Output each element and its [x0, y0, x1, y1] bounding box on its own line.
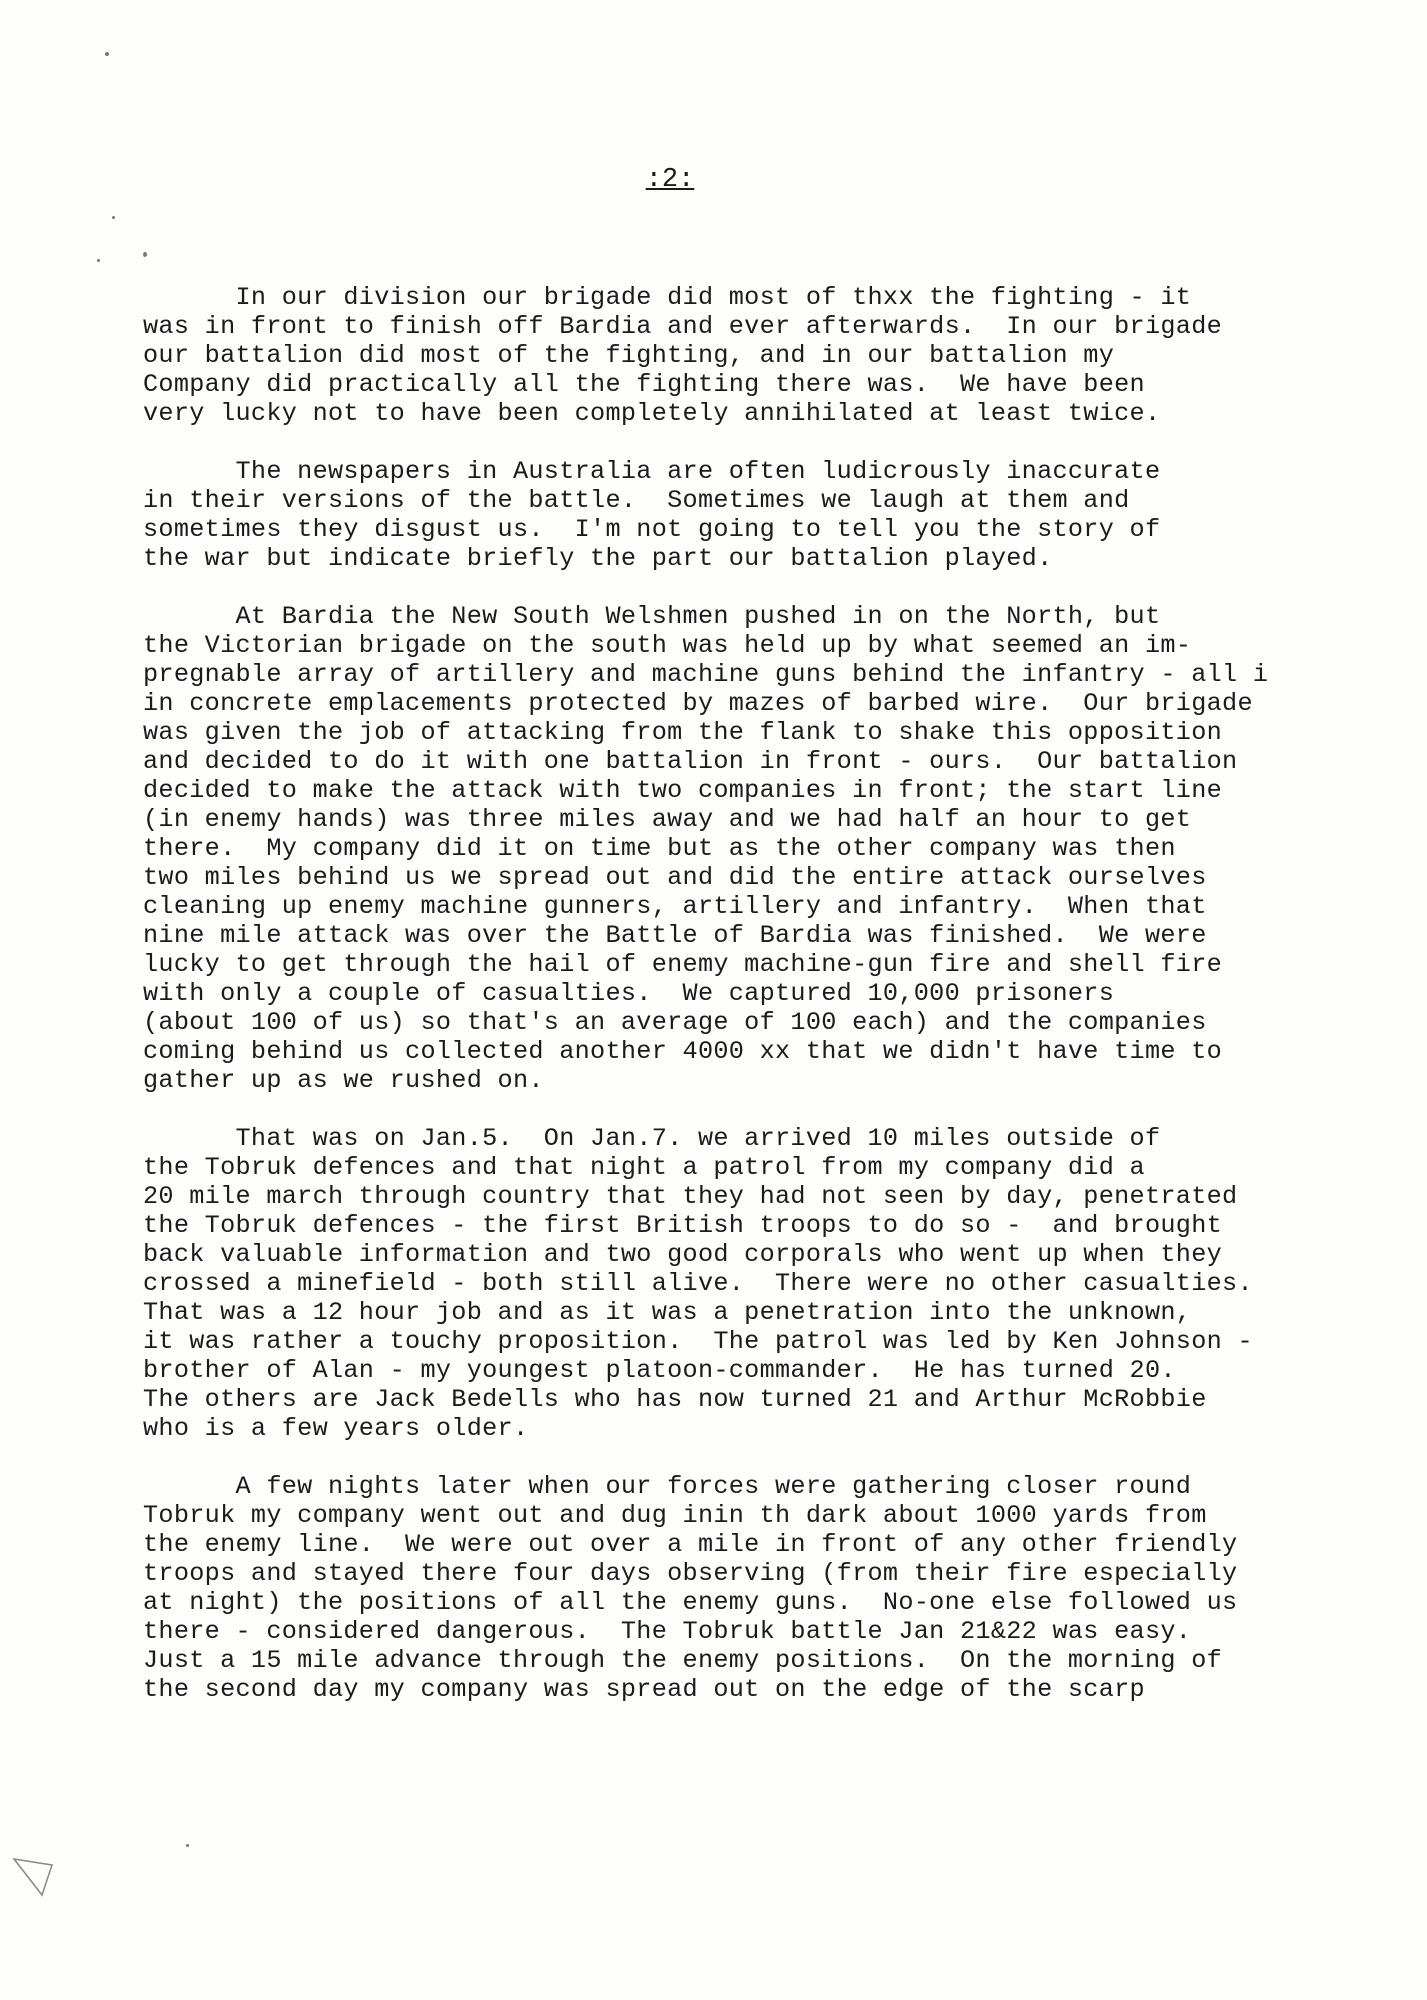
text-line: The others are Jack Bedells who has now turned 21 and Arthur McRobbie	[143, 1385, 1207, 1414]
paper-speck	[112, 216, 115, 219]
text-line: the war but indicate briefly the part our battalion played.	[143, 544, 1053, 573]
paragraph-4	[143, 1124, 1413, 1443]
text-line: there - considered dangerous. The Tobruk battle Jan 21&22 was easy.	[143, 1617, 1192, 1646]
text-line: very lucky not to have been completely annihilated at least twice.	[143, 399, 1161, 428]
text-line: A few nights later when our forces were gathering closer round	[143, 1472, 1192, 1501]
text-line: Just a 15 mile advance through the enemy positions. On the morning of	[143, 1646, 1223, 1675]
paper-speck	[97, 259, 100, 262]
text-line: cleaning up enemy machine gunners, artillery and infantry. When that	[143, 892, 1207, 921]
text-line: was given the job of attacking from the flank to shake this opposition	[143, 718, 1223, 747]
text-line: pregnable array of artillery and machine guns behind the infantry - all i	[143, 660, 1269, 689]
text-line: gather up as we rushed on.	[143, 1066, 544, 1095]
text-line: at night) the positions of all the enemy guns. No-one else followed us	[143, 1588, 1238, 1617]
text-line: the second day my company was spread out on the edge of the scarp	[143, 1675, 1145, 1704]
text-line: in their versions of the battle. Sometimes we laugh at them and	[143, 486, 1130, 515]
text-line: troops and stayed there four days observing (from their fire especially	[143, 1559, 1238, 1588]
text-line: In our division our brigade did most of thxx the fighting - it	[143, 283, 1192, 312]
text-line: At Bardia the New South Welshmen pushed in on the North, but	[143, 602, 1161, 631]
paragraph-3	[143, 602, 1413, 1095]
text-line: who is a few years older.	[143, 1414, 529, 1443]
text-line: the Tobruk defences - the first British troops to do so - and brought	[143, 1211, 1223, 1240]
text-line: the Victorian brigade on the south was held up by what seemed an im-	[143, 631, 1192, 660]
text-line: brother of Alan - my youngest platoon-commander. He has turned 20.	[143, 1356, 1176, 1385]
page-number: :2:	[645, 165, 695, 195]
paper-speck	[105, 52, 109, 56]
text-line: and decided to do it with one battalion in front - ours. Our battalion	[143, 747, 1238, 776]
text-line: Tobruk my company went out and dug inin th dark about 1000 yards from	[143, 1501, 1207, 1530]
text-line: nine mile attack was over the Battle of Bardia was finished. We were	[143, 921, 1207, 950]
text-line: 20 mile march through country that they had not seen by day, penetrated	[143, 1182, 1238, 1211]
text-line: with only a couple of casualties. We captured 10,000 prisoners	[143, 979, 1115, 1008]
text-line: lucky to get through the hail of enemy machine-gun fire and shell fire	[143, 950, 1223, 979]
text-line: in concrete emplacements protected by mazes of barbed wire. Our brigade	[143, 689, 1253, 718]
letter-body	[143, 283, 1413, 1733]
text-line: was in front to finish off Bardia and ever afterwards. In our brigade	[143, 312, 1223, 341]
paragraph-2	[143, 457, 1413, 573]
paper-speck	[186, 1844, 189, 1847]
text-line: (about 100 of us) so that's an average of 100 each) and the companies	[143, 1008, 1207, 1037]
text-line: back valuable information and two good corporals who went up when they	[143, 1240, 1223, 1269]
paragraph-5	[143, 1472, 1413, 1704]
text-line: That was a 12 hour job and as it was a penetration into the unknown,	[143, 1298, 1192, 1327]
text-line: That was on Jan.5. On Jan.7. we arrived 10 miles outside of	[143, 1124, 1161, 1153]
paragraph-1	[143, 283, 1413, 428]
text-line: (in enemy hands) was three miles away and we had half an hour to get	[143, 805, 1192, 834]
text-line: the enemy line. We were out over a mile in front of any other friendly	[143, 1530, 1238, 1559]
paper-speck	[143, 252, 147, 257]
text-line: there. My company did it on time but as the other company was then	[143, 834, 1176, 863]
text-line: two miles behind us we spread out and did the entire attack ourselves	[143, 863, 1207, 892]
text-line: The newspapers in Australia are often ludicrously inaccurate	[143, 457, 1161, 486]
text-line: our battalion did most of the fighting, and in our battalion my	[143, 341, 1115, 370]
text-line: decided to make the attack with two companies in front; the start line	[143, 776, 1223, 805]
text-line: crossed a minefield - both still alive. There were no other casualties.	[143, 1269, 1253, 1298]
text-line: the Tobruk defences and that night a patrol from my company did a	[143, 1153, 1145, 1182]
text-line: coming behind us collected another 4000 xx that we didn't have time to	[143, 1037, 1223, 1066]
text-line: sometimes they disgust us. I'm not going to tell you the story of	[143, 515, 1161, 544]
corner-pencil-mark	[12, 1855, 56, 1899]
text-line: it was rather a touchy proposition. The patrol was led by Ken Johnson -	[143, 1327, 1253, 1356]
text-line: Company did practically all the fighting there was. We have been	[143, 370, 1145, 399]
